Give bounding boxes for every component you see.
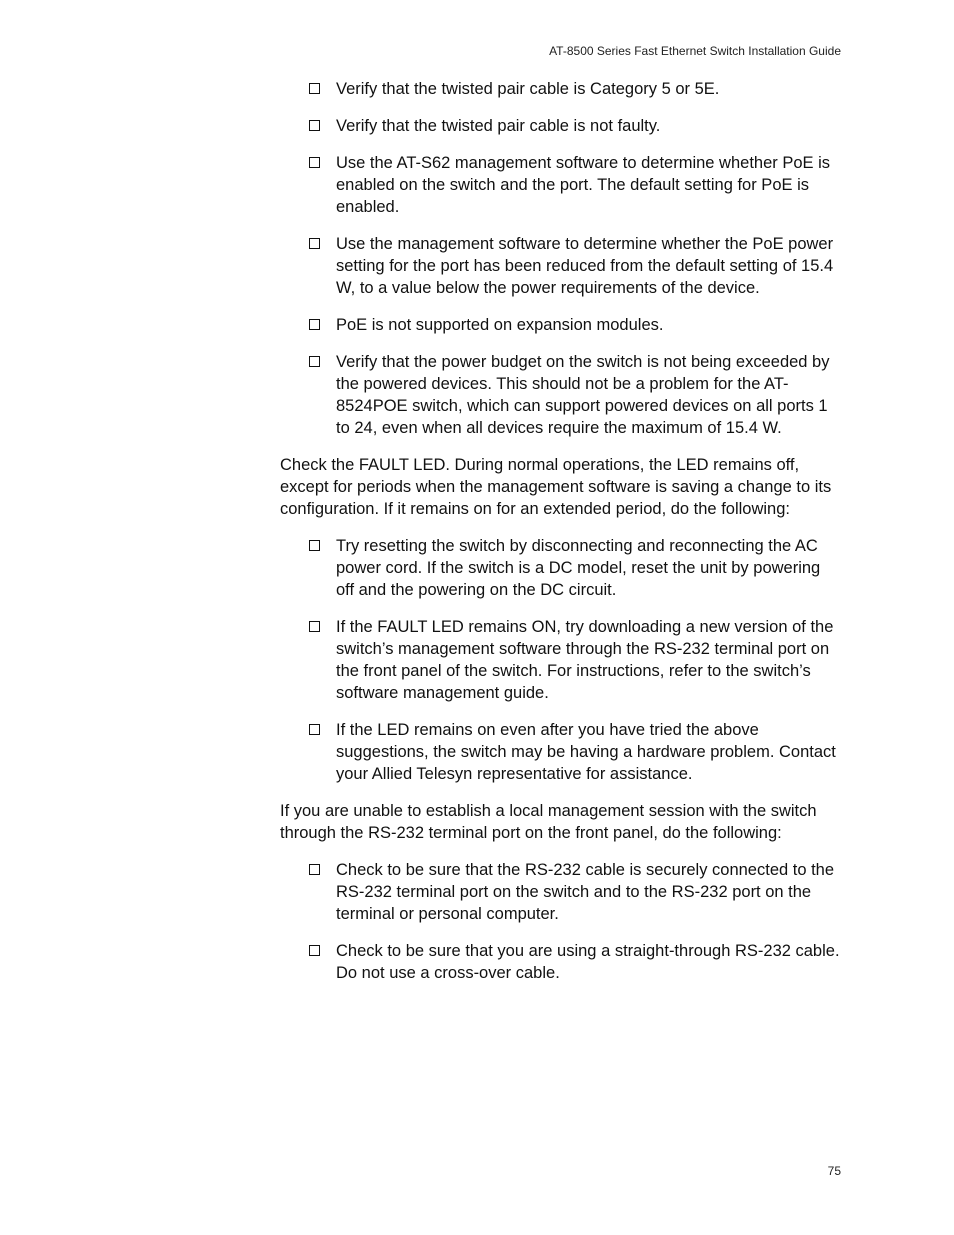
- checkbox-bullet-icon: [309, 356, 320, 367]
- list-item-text: PoE is not supported on expansion modules.: [336, 316, 664, 334]
- checkbox-bullet-icon: [309, 724, 320, 735]
- list-item: [280, 535, 842, 601]
- list-item-text: Try resetting the switch by disconnecting and reconnecting the AC power cord. If the switch is a DC model, reset the unit by powering off and the powering on the DC circuit.: [336, 537, 821, 599]
- checkbox-bullet-icon: [309, 864, 320, 875]
- checkbox-bullet-icon: [309, 83, 320, 94]
- checklist-fault-led: [280, 535, 842, 785]
- list-item: [280, 940, 842, 984]
- checkbox-bullet-icon: [309, 945, 320, 956]
- list-item-text: Verify that the twisted pair cable is Category 5 or 5E.: [336, 80, 720, 98]
- list-item-text: Use the AT-S62 management software to determine whether PoE is enabled on the switch and the port. The default setting for PoE is enabled.: [336, 154, 831, 216]
- list-item: [280, 351, 842, 439]
- list-item-text: If the FAULT LED remains ON, try downloading a new version of the switch’s management software through the RS-232 terminal port on the front panel of the switch. For instructions, refer to the switch’s software management guide.: [336, 618, 834, 702]
- list-item-text: Verify that the power budget on the switch is not being exceeded by the powered devices. This should not be a problem for the AT-8524POE switch, which can support powered devices on all ports 1 to 24, even when all devices require the maximum of 15.4 W.: [336, 353, 830, 437]
- list-item: [280, 78, 842, 100]
- checkbox-bullet-icon: [309, 120, 320, 131]
- page-content: [280, 78, 842, 984]
- list-item: [280, 115, 842, 137]
- checkbox-bullet-icon: [309, 157, 320, 168]
- list-item-text: Check to be sure that the RS-232 cable is securely connected to the RS-232 terminal port on the switch and to the RS-232 port on the terminal or personal computer.: [336, 861, 835, 923]
- paragraph-fault-led: Check the FAULT LED. During normal operations, the LED remains off, except for periods when the management software is saving a change to its configuration. If it remains on for an extended period, do the following:: [280, 456, 832, 518]
- checkbox-bullet-icon: [309, 319, 320, 330]
- list-item-text: Verify that the twisted pair cable is not faulty.: [336, 117, 661, 135]
- list-item-text: If the LED remains on even after you have tried the above suggestions, the switch may be having a hardware problem. Contact your Allied Telesyn representative for assistance.: [336, 721, 836, 783]
- paragraph-rs232: If you are unable to establish a local management session with the switch through the RS-232 terminal port on the front panel, do the following:: [280, 802, 817, 842]
- list-item: [280, 233, 842, 299]
- checkbox-bullet-icon: [309, 238, 320, 249]
- checklist-rs232: [280, 859, 842, 984]
- checklist-poe: [280, 78, 842, 439]
- list-item: [280, 859, 842, 925]
- list-item: [280, 616, 842, 704]
- list-item-text: Check to be sure that you are using a straight-through RS-232 cable. Do not use a cross-over cable.: [336, 942, 840, 982]
- list-item-text: Use the management software to determine whether the PoE power setting for the port has been reduced from the default setting of 15.4 W, to a value below the power requirements of the device.: [336, 235, 834, 297]
- running-header: AT-8500 Series Fast Ethernet Switch Installation Guide: [549, 44, 841, 58]
- checkbox-bullet-icon: [309, 621, 320, 632]
- list-item: [280, 719, 842, 785]
- list-item: [280, 152, 842, 218]
- checkbox-bullet-icon: [309, 540, 320, 551]
- page-number: 75: [827, 1164, 841, 1178]
- list-item: [280, 314, 842, 336]
